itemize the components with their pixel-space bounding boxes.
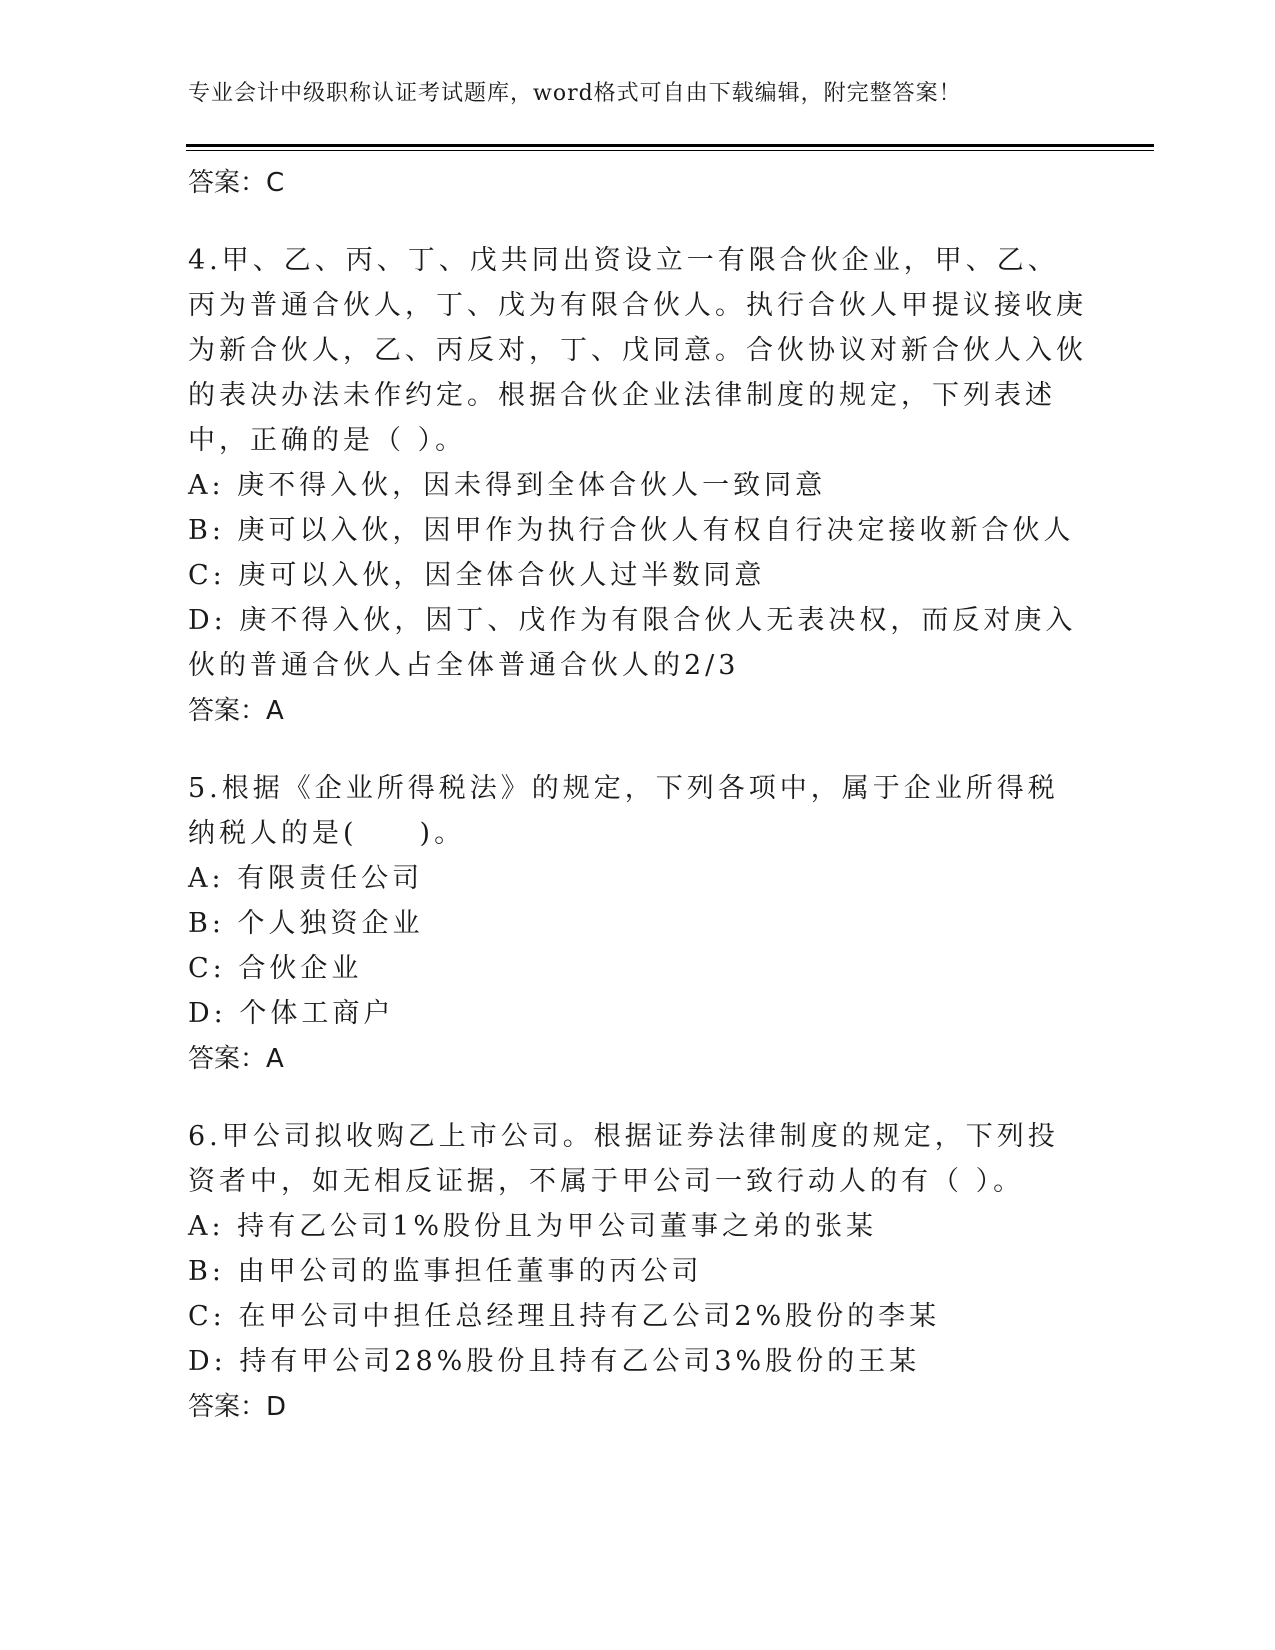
question-block: [188, 766, 1088, 1082]
answer-line: 答案：A: [188, 696, 284, 726]
option-c: C: 在甲公司中担任总经理且持有乙公司2%股份的李某: [188, 1301, 941, 1332]
question-text: 5.根据《企业所得税法》的规定，下列各项中，属于企业所得税纳税人的是( )。: [188, 773, 1059, 849]
option-a: A: 持有乙公司1%股份且为甲公司董事之弟的张某: [188, 1211, 878, 1242]
header-rule-thick: [186, 144, 1154, 147]
option-a: A: 有限责任公司: [188, 863, 424, 894]
option-d: D: 庚不得入伙，因丁、戊作为有限合伙人无表决权，而反对庚入伙的普通合伙人占全体普通合伙人的2/3: [188, 605, 1077, 681]
option-c: C: 合伙企业: [188, 953, 363, 984]
option-a: A: 庚不得入伙，因未得到全体合伙人一致同意: [188, 470, 827, 501]
option-d: D: 持有甲公司28%股份且持有乙公司3%股份的王某: [188, 1346, 921, 1377]
header-rule-thin: [186, 150, 1154, 151]
answer-line: 答案：A: [188, 1044, 284, 1074]
question-block: [188, 238, 1088, 734]
document-body: [188, 160, 1088, 1430]
option-d: D: 个体工商户: [188, 998, 395, 1029]
question-block: [188, 1114, 1088, 1430]
answer-line: 答案：C: [188, 168, 285, 198]
option-b: B: 庚可以入伙，因甲作为执行合伙人有权自行决定接收新合伙人: [188, 515, 1075, 546]
option-c: C: 庚可以入伙，因全体合伙人过半数同意: [188, 560, 766, 591]
answer-line: 答案：D: [188, 1392, 287, 1422]
question-text: 6.甲公司拟收购乙上市公司。根据证券法律制度的规定，下列投资者中，如无相反证据，不属于甲公司一致行动人的有（ ）。: [188, 1121, 1059, 1197]
question-text: 4.甲、乙、丙、丁、戊共同出资设立一有限合伙企业，甲、乙、丙为普通合伙人，丁、戊为有限合伙人。执行合伙人甲提议接收庚为新合伙人，乙、丙反对，丁、戊同意。合伙协议对新合伙人入伙的表决办法未作约定。根据合伙企业法律制度的规定，下列表述中，正确的是（ ）。: [188, 245, 1087, 456]
option-b: B: 由甲公司的监事担任董事的丙公司: [188, 1256, 703, 1287]
option-b: B: 个人独资企业: [188, 908, 424, 939]
page-header: 专业会计中级职称认证考试题库，word格式可自由下载编辑，附完整答案！: [188, 81, 962, 106]
